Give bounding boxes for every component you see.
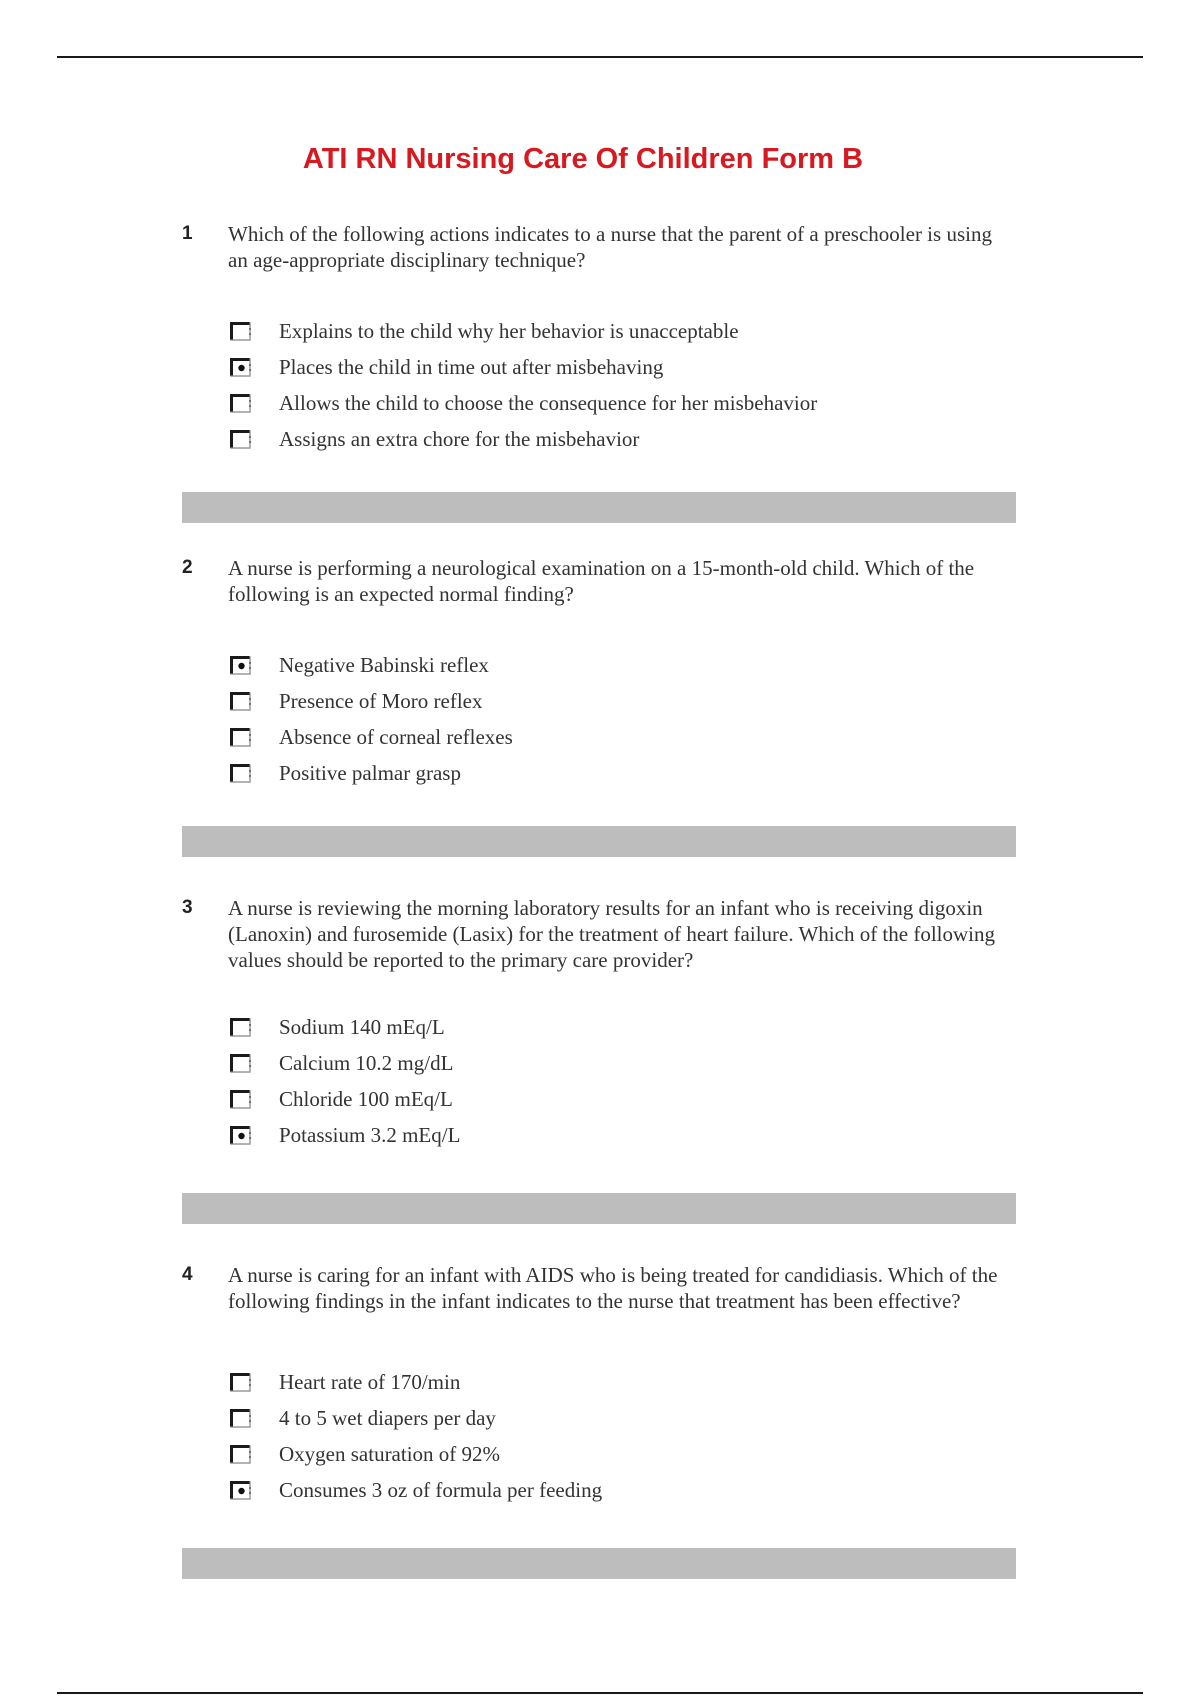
answer-option[interactable]: [230, 1009, 460, 1045]
checkbox-dot-icon[interactable]: [230, 1481, 252, 1500]
question-4: [182, 1262, 1017, 1502]
answer-options: [230, 647, 513, 791]
question-3: [182, 895, 1017, 1147]
answer-option[interactable]: [230, 1436, 602, 1472]
checkbox-empty-icon[interactable]: [230, 1018, 252, 1037]
checkbox-empty-icon[interactable]: [230, 1090, 252, 1109]
answer-option[interactable]: [230, 1045, 460, 1081]
question-1: [182, 221, 1017, 451]
question-number: 3: [182, 897, 193, 918]
answer-option-label: Potassium 3.2 mEq/L: [279, 1122, 461, 1147]
answer-option[interactable]: [230, 1364, 602, 1400]
checkbox-dot-icon[interactable]: [230, 656, 252, 675]
checkbox-empty-icon[interactable]: [230, 322, 252, 341]
section-divider: [182, 492, 1016, 523]
answer-option-label: Absence of corneal reflexes: [279, 724, 513, 749]
answer-option[interactable]: [230, 755, 513, 791]
answer-option[interactable]: [230, 1117, 460, 1153]
answer-option-label: Places the child in time out after misbehaving: [279, 354, 664, 379]
checkbox-empty-icon[interactable]: [230, 764, 252, 783]
top-rule: [57, 56, 1143, 58]
question-2: [182, 555, 1017, 785]
question-stem: A nurse is performing a neurological examination on a 15-month-old child. Which of the following is an expected normal finding?: [228, 556, 975, 606]
answer-option-label: Negative Babinski reflex: [279, 652, 489, 677]
checkbox-empty-icon[interactable]: [230, 728, 252, 747]
question-number: 2: [182, 557, 193, 578]
answer-options: [230, 313, 817, 457]
answer-option[interactable]: [230, 421, 817, 457]
answer-option[interactable]: [230, 1400, 602, 1436]
checkbox-empty-icon[interactable]: [230, 1054, 252, 1073]
document-title: ATI RN Nursing Care Of Children Form B: [302, 143, 864, 175]
section-divider: [182, 1193, 1016, 1224]
answer-option-label: Allows the child to choose the consequence for her misbehavior: [279, 390, 818, 415]
answer-option-label: Presence of Moro reflex: [279, 688, 483, 713]
answer-option[interactable]: [230, 1081, 460, 1117]
answer-option-label: 4 to 5 wet diapers per day: [279, 1405, 496, 1430]
question-stem: A nurse is reviewing the morning laboratory results for an infant who is receiving digoxin (Lanoxin) and furosemide (Lasix) for the treatment of heart failure. Which of the following values should be reported to the primary care provider?: [228, 896, 996, 972]
checkbox-dot-icon[interactable]: [230, 1126, 252, 1145]
checkbox-empty-icon[interactable]: [230, 1445, 252, 1464]
answer-option[interactable]: [230, 313, 817, 349]
checkbox-empty-icon[interactable]: [230, 430, 252, 449]
bottom-rule: [57, 1692, 1143, 1694]
answer-option-label: Sodium 140 mEq/L: [279, 1014, 445, 1039]
checkbox-empty-icon[interactable]: [230, 692, 252, 711]
answer-option[interactable]: [230, 385, 817, 421]
answer-option-label: Chloride 100 mEq/L: [279, 1086, 453, 1111]
answer-options: [230, 1009, 460, 1153]
answer-option[interactable]: [230, 1472, 602, 1508]
question-stem: Which of the following actions indicates to a nurse that the parent of a preschooler is using an age-appropriate disciplinary technique?: [228, 222, 992, 272]
answer-options: [230, 1364, 602, 1508]
question-number: 1: [182, 223, 193, 244]
checkbox-empty-icon[interactable]: [230, 394, 252, 413]
question-number: 4: [182, 1264, 193, 1285]
answer-option-label: Heart rate of 170/min: [279, 1369, 461, 1394]
answer-option[interactable]: [230, 647, 513, 683]
answer-option-label: Assigns an extra chore for the misbehavior: [279, 426, 640, 451]
section-divider: [182, 1548, 1016, 1579]
answer-option-label: Positive palmar grasp: [279, 760, 461, 785]
answer-option-label: Explains to the child why her behavior is unacceptable: [279, 318, 739, 343]
answer-option-label: Consumes 3 oz of formula per feeding: [279, 1477, 603, 1502]
answer-option[interactable]: [230, 683, 513, 719]
question-stem: A nurse is caring for an infant with AIDS who is being treated for candidiasis. Which of the following findings in the infant indicates to the nurse that treatment has been effective?: [228, 1263, 998, 1313]
checkbox-dot-icon[interactable]: [230, 358, 252, 377]
checkbox-empty-icon[interactable]: [230, 1373, 252, 1392]
section-divider: [182, 826, 1016, 857]
answer-option-label: Oxygen saturation of 92%: [279, 1441, 501, 1466]
answer-option[interactable]: [230, 349, 817, 385]
answer-option-label: Calcium 10.2 mg/dL: [279, 1050, 454, 1075]
checkbox-empty-icon[interactable]: [230, 1409, 252, 1428]
answer-option[interactable]: [230, 719, 513, 755]
